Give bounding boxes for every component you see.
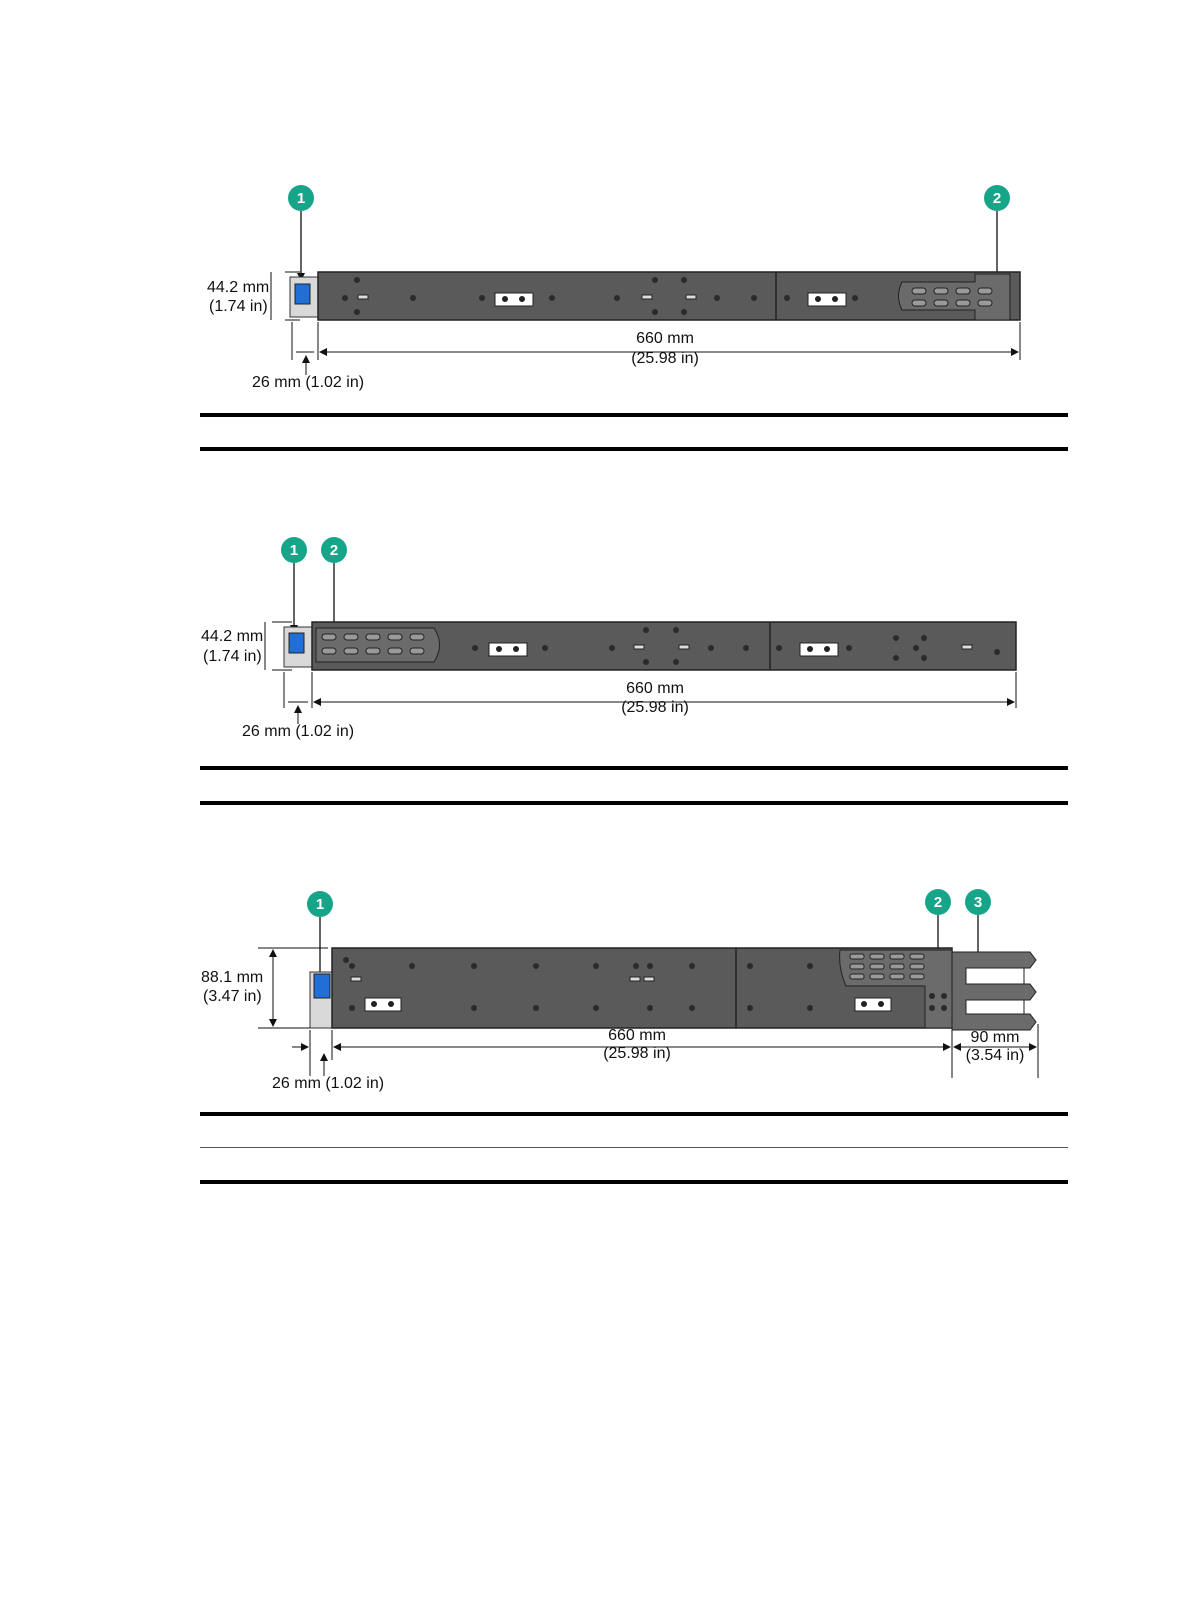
front-latch [290,277,320,317]
table-top-rule [200,1112,1068,1116]
svg-text:1: 1 [315,896,325,913]
svg-text:660 mm: 660 mm [608,1027,666,1044]
offset-dimension [272,1030,384,1092]
figure-1-rail-diagram [0,180,1190,400]
height-dimension [207,272,300,320]
rear-handle [952,952,1036,1030]
svg-text:2: 2 [992,190,1002,207]
handle-dimension [952,1024,1038,1078]
svg-text:90 mm: 90 mm [970,1029,1020,1046]
table-top-rule [200,413,1068,417]
svg-text:(3.47 in): (3.47 in) [203,988,262,1005]
svg-text:1: 1 [289,542,299,559]
figure-3-rail-diagram [0,884,1190,1100]
front-latch [310,972,332,1028]
table-top-rule [200,766,1068,770]
svg-text:2: 2 [933,894,943,911]
svg-text:44.2 mm: 44.2 mm [207,279,270,296]
svg-text:88.1 mm: 88.1 mm [201,969,264,986]
length-dimension [332,1027,952,1062]
svg-text:(25.98 in): (25.98 in) [603,1045,671,1062]
length-dimension [312,672,1016,716]
figure-2-rail-diagram [0,532,1190,752]
offset-dimension [242,672,354,740]
table-row-divider [200,1147,1068,1148]
svg-text:(25.98 in): (25.98 in) [631,350,699,367]
svg-text:660 mm: 660 mm [626,680,684,697]
height-dimension [201,948,328,1028]
offset-dimension [252,322,364,391]
svg-text:2: 2 [329,542,339,559]
table-bottom-rule [200,447,1068,451]
svg-text:1: 1 [296,190,306,207]
front-latch [284,627,314,667]
svg-text:660 mm: 660 mm [636,330,694,347]
table-bottom-rule [200,1180,1068,1184]
rail-body [312,622,1016,670]
length-dimension [318,322,1020,367]
svg-text:(3.54 in): (3.54 in) [965,1047,1025,1064]
callout-1 [288,185,314,280]
height-dimension [201,622,292,670]
svg-text:(25.98 in): (25.98 in) [621,699,689,716]
svg-text:44.2 mm: 44.2 mm [201,628,264,645]
svg-text:26 mm (1.02 in): 26 mm (1.02 in) [242,723,355,740]
svg-text:3: 3 [973,894,983,911]
rail-body [318,272,1020,320]
svg-text:(1.74 in): (1.74 in) [203,648,262,665]
svg-text:26 mm (1.02 in): 26 mm (1.02 in) [272,1075,385,1092]
table-bottom-rule [200,801,1068,805]
callout-1 [281,537,307,632]
svg-text:26 mm (1.02 in): 26 mm (1.02 in) [252,374,365,391]
rail-body [332,948,952,1028]
svg-text:(1.74 in): (1.74 in) [209,298,268,315]
